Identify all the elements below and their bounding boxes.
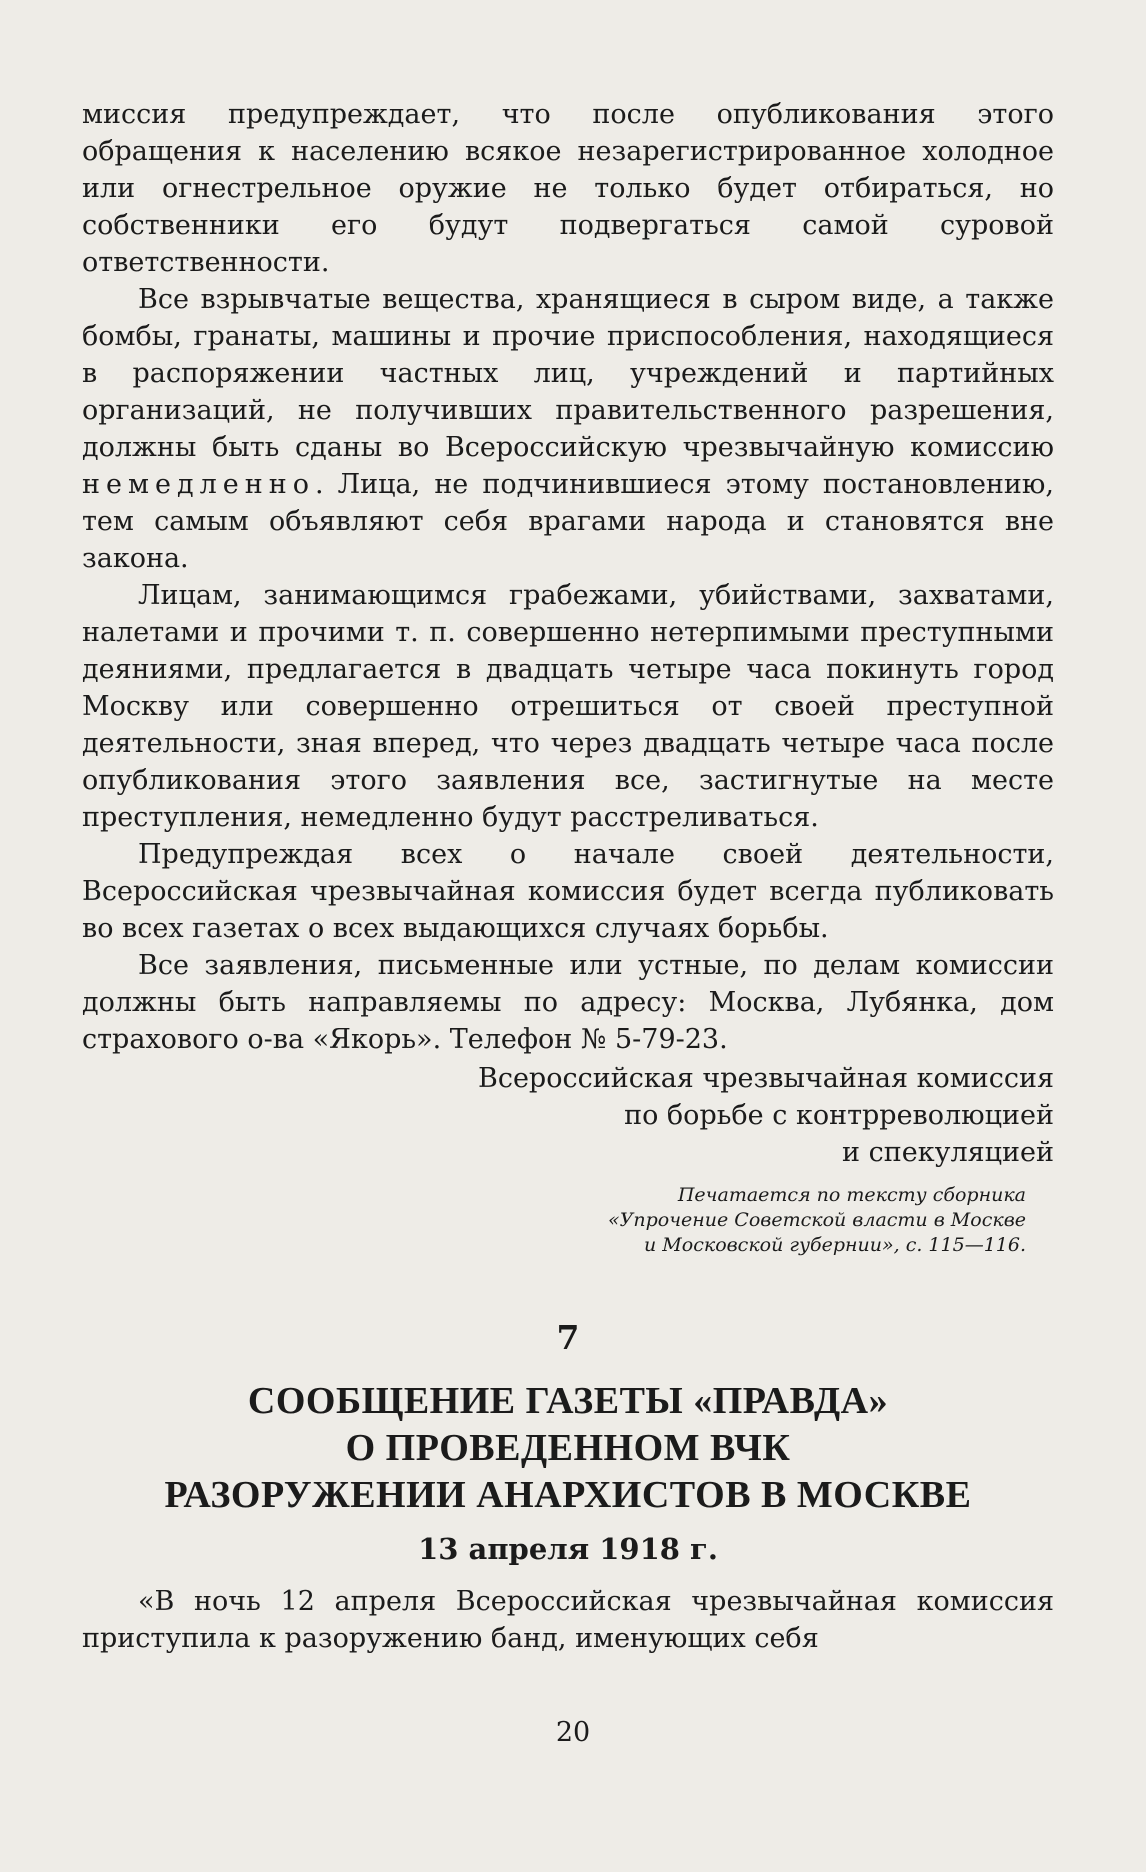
- source-note: [82, 1183, 1054, 1258]
- page-number: 20: [555, 1717, 591, 1748]
- paragraph-3: Лицам, занимающимся грабежами, убийствами, захватами, налетами и прочими т. п. совершенно нетерпимыми преступными деяниями, предлагается в двадцать четыре часа покинуть город Москву или совершенно отрешиться от своей преступной деятельности, зная вперед, что через двадцать четыре часа после опубликования этого заявления все, застигнутые на месте преступления, немедленно будут расстреливаться.: [82, 580, 1054, 833]
- source-note-line-1: Печатается по тексту сборника: [677, 1184, 1026, 1206]
- paragraph-2-text-before: Все взрывчатые вещества, хранящиеся в сыром виде, а также бомбы, гранаты, машины и прочие приспособления, находящиеся в распоряжении частных лиц, учреждений и партийных организаций, не получивших правительственного разрешения, должны быть сданы во Всероссийскую чрезвычайную комиссию: [82, 284, 1054, 463]
- paragraph-5: Все заявления, письменные или устные, по делам комиссии должны быть направляемы по адресу: Москва, Лубянка, дом страхового о-ва «Якорь». Телефон № 5-79-23.: [82, 950, 1054, 1055]
- signature-line-2: по борьбе с контрреволюцией: [624, 1100, 1054, 1131]
- signature-line-1: Всероссийская чрезвычайная комиссия: [477, 1063, 1054, 1094]
- signature-block: [82, 1060, 1054, 1171]
- signature-line-3: и спекуляцией: [842, 1137, 1054, 1168]
- document-title: [82, 1378, 1054, 1519]
- paragraph-1: миссия предупреждает, что после опубликования этого обращения к населению всякое незарегистрированное холодное или огнестрельное оружие не только будет отбираться, но собственники его будут подвергаться самой суровой ответственности.: [82, 99, 1054, 278]
- document-title-line-3: РАЗОРУЖЕНИИ АНАРХИСТОВ В МОСКВЕ: [164, 1474, 972, 1516]
- document-number: 7: [556, 1318, 580, 1357]
- document-date: 13 апреля 1918 г.: [418, 1532, 718, 1566]
- paragraph-4: Предупреждая всех о начале своей деятельности, Всероссийская чрезвычайная комиссия будет всегда публиковать во всех газетах о всех выдающихся случаях борьбы.: [82, 839, 1054, 944]
- paragraph-2-text-after: . Лица, не подчинившиеся этому постановлению, тем самым объявляют себя врагами народа и становятся вне закона.: [82, 469, 1054, 574]
- paragraph-2: [82, 281, 1054, 577]
- document-body-start: «В ночь 12 апреля Всероссийская чрезвычайная комиссия приступила к разоружению банд, именующих себя: [82, 1586, 1054, 1654]
- source-note-line-3: и Московской губернии», с. 115—116.: [644, 1234, 1026, 1256]
- source-note-line-2: «Упрочение Советской власти в Москве: [608, 1209, 1026, 1231]
- document-title-line-1: СООБЩЕНИЕ ГАЗЕТЫ «ПРАВДА»: [247, 1380, 889, 1422]
- text-column: [82, 96, 1054, 1657]
- emphasis-immediately: немедленно: [82, 469, 315, 500]
- document-title-line-2: О ПРОВЕДЕННОМ ВЧК: [345, 1427, 791, 1469]
